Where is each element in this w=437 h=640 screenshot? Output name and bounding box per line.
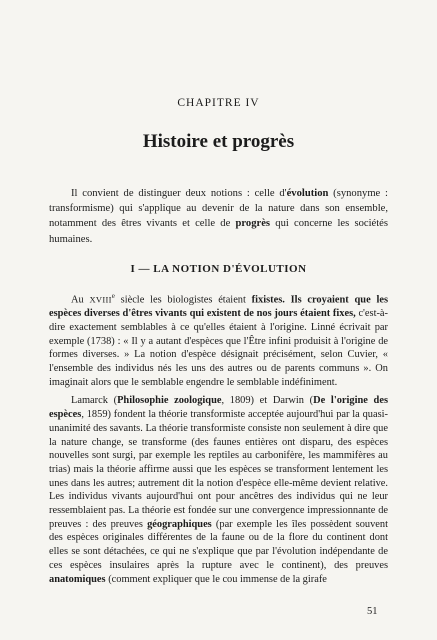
term-geographiques: géographiques [147, 518, 212, 530]
book-title-philosophie-zoologique: Philosophie zoologique [117, 395, 222, 407]
chapter-label: CHAPITRE IV [177, 97, 260, 109]
section-heading: I — LA NOTION D'ÉVOLUTION [130, 263, 307, 275]
paragraph-fixisme [49, 290, 388, 389]
text-run: (par exemple les îles possèdent souvent des espèces originales différentes de la faune ou de la flore du continent dont elles se sont détachées, ce qui ne s'explique que par l'évolution indépendante de ces espèces insulaires après la rupture avec le continent), des preuves [49, 518, 388, 571]
intro-paragraph [49, 186, 388, 247]
intro-text: (synonyme : transformisme) qui s'applique au devenir de la nature dans son ensemble, notamment des êtres vivants et celle de [49, 188, 388, 230]
chapter-title: Histoire et progrès [142, 131, 295, 152]
text-run: c'est-à-dire exactement semblables à ce qu'elles étaient à l'origine. Linné écrivait par exemple (1738) : « Il y a autant d'espèces que l'Être infini produisit à l'origine de formes diverses. » La notion d'espèce désignait précisément, selon Cuvier, « l'ensemble des individus nés les uns des autres ou de parents communs ». On imaginait alors que le semblable engendre le semblable indéfiniment. [49, 308, 389, 388]
book-title-origine-especes: De l'origine des espèces [49, 395, 388, 421]
text-run: , 1859) fondent la théorie transformiste acceptée aujourd'hui par la quasi-unanimité des savants. La théorie transformiste consiste non seulement à dire que la nature change, se transforme (des faunes entières ont disparu, des espèces nouvelles sont surgi, par exemple les reptiles au carbonifère, les mammifères au trias) mais la théorie affirme aussi que les espèces se transforment lentement les unes dans les autres; autrement dit la notion d'espèce elle-même devient relative. Les individus vivants aujourd'hui ont pour ancêtres des individus qui ne leur ressemblaient pas. La théorie est fondée sur une convergence impressionnante de preuves : des preuves [49, 409, 388, 530]
century-numeral: XVIII [89, 294, 112, 305]
term-anatomiques: anatomiques [49, 573, 106, 585]
page-number: 51 [367, 606, 378, 617]
text-run: , 1809) et Darwin ( [221, 395, 314, 407]
text-run: Au [71, 294, 90, 306]
intro-term-evolution: évolution [286, 188, 329, 199]
text-run: Lamarck ( [71, 395, 118, 407]
intro-text: Il convient de distinguer deux notions : celle d' [71, 188, 287, 199]
intro-term-progres: progrès [235, 218, 271, 230]
text-run: siècle les biologistes étaient [114, 294, 252, 306]
text-run: (comment expliquer que le cou immense de la girafe [105, 573, 327, 585]
emphasis-text: Ils croyaient que les espèces diverses d'êtres vivants qui existent de nos jours étaient [49, 294, 389, 320]
century-superscript: e [111, 292, 115, 300]
paragraph-transformisme [49, 394, 388, 586]
intro-text: qui concerne les sociétés humaines. [49, 218, 388, 245]
term-fixes: fixes, [332, 308, 356, 320]
body-text [49, 290, 388, 591]
term-fixistes: fixistes. [251, 294, 285, 306]
